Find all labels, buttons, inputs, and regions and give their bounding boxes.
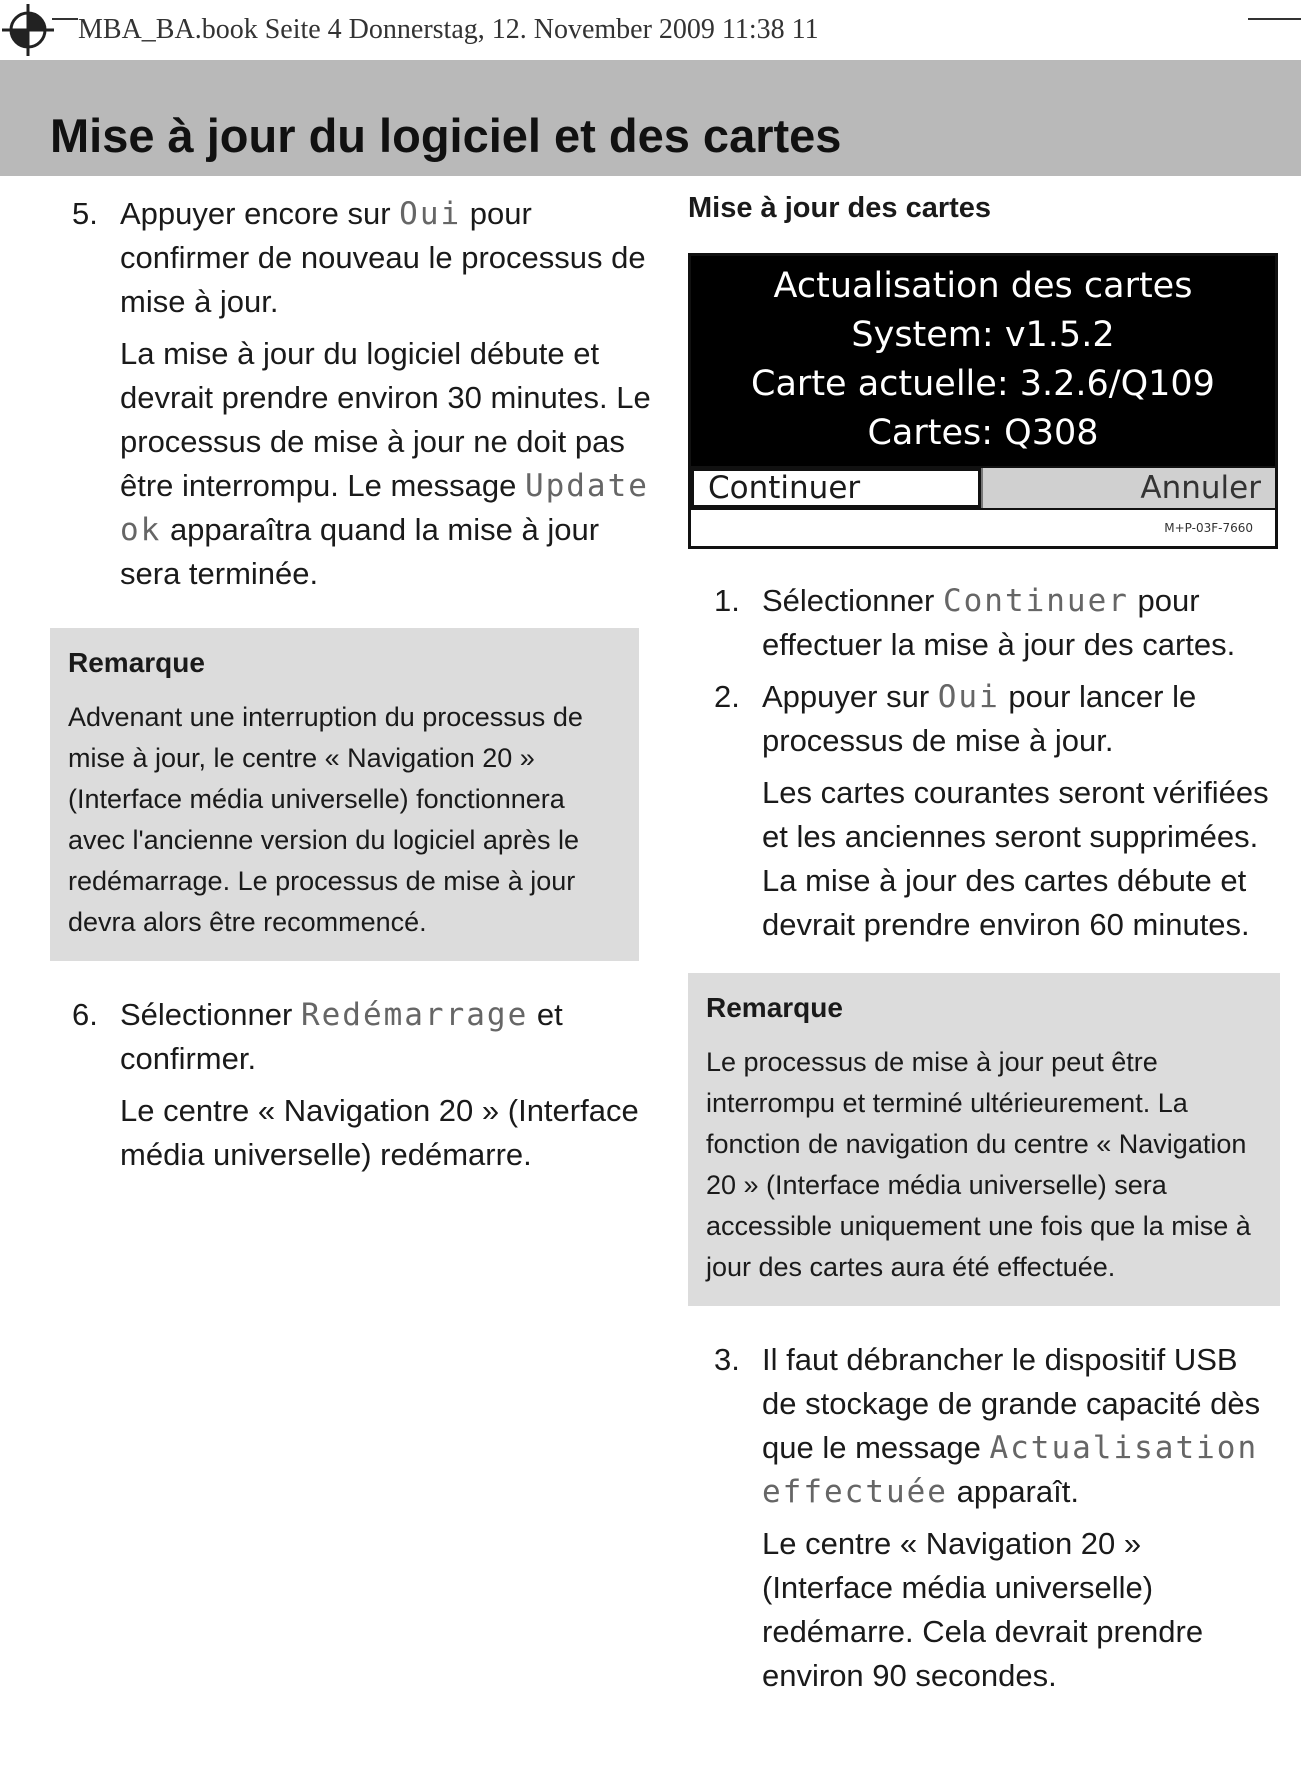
text-run: et confirmer. bbox=[120, 997, 563, 1076]
section-heading: Mise à jour des cartes bbox=[688, 192, 992, 224]
registration-mark-icon bbox=[2, 4, 54, 56]
step-text bbox=[120, 192, 652, 324]
step-number: 3. bbox=[714, 1342, 740, 1377]
display-message: Oui bbox=[937, 679, 1000, 715]
step-result: Le centre « Navigation 20 » (Interface média universelle) redémarre. Cela devrait prendre environ 90 secondes. bbox=[762, 1526, 1204, 1693]
step-text bbox=[762, 675, 1278, 763]
display-message: Redémarrage bbox=[300, 997, 529, 1033]
image-reference-code: M+P-03F-7660 bbox=[691, 508, 1275, 546]
note-title: Remarque bbox=[68, 647, 205, 678]
step-result bbox=[120, 332, 652, 596]
step-5 bbox=[72, 192, 652, 596]
text-run: pour confirmer de nouveau le processus de mise à jour. bbox=[120, 196, 646, 319]
map-update-screen bbox=[688, 253, 1278, 549]
text-run: La mise à jour du logiciel débute et devrait prendre environ 30 minutes. Le processus de mise à jour ne doit pas être interrompu. Le message bbox=[120, 336, 651, 503]
continue-button[interactable]: Continuer bbox=[691, 468, 981, 508]
note-box bbox=[50, 628, 639, 961]
current-map-version: Carte actuelle: 3.2.6/Q109 bbox=[751, 364, 1215, 404]
text-run: Il faut débrancher le dispositif USB de stockage de grande capacité dès que le message bbox=[762, 1342, 1261, 1465]
note-box bbox=[688, 973, 1280, 1306]
step-number: 5. bbox=[72, 196, 98, 231]
display-message: Oui bbox=[399, 196, 462, 232]
text-run: pour effectuer la mise à jour des cartes. bbox=[762, 583, 1236, 662]
available-maps: Cartes: Q308 bbox=[867, 413, 1099, 453]
step-text bbox=[762, 1338, 1278, 1514]
note-text: Advenant une interruption du processus de mise à jour, le centre « Navigation 20 » (Interface média universelle) fonctionnera avec l'ancienne version du logiciel après le redémarrage. Le processus de mise à jour devra alors être recommencé. bbox=[68, 702, 583, 937]
screen-button-row bbox=[691, 466, 1275, 508]
step-number: 6. bbox=[72, 997, 98, 1032]
step-6 bbox=[72, 993, 652, 1177]
left-column bbox=[68, 192, 652, 1185]
step-3 bbox=[714, 1338, 1278, 1698]
cancel-button[interactable]: Annuler bbox=[981, 468, 1275, 508]
right-column bbox=[688, 192, 1278, 1706]
display-message: Update ok bbox=[120, 468, 649, 548]
text-run: Sélectionner bbox=[762, 583, 943, 618]
text-run: Appuyer encore sur bbox=[120, 196, 400, 231]
page-title: Mise à jour du logiciel et des cartes bbox=[50, 109, 842, 162]
note-title: Remarque bbox=[706, 992, 843, 1023]
step-number: 2. bbox=[714, 679, 740, 714]
screen-title: Actualisation des cartes bbox=[773, 266, 1193, 306]
text-run: apparaît. bbox=[947, 1474, 1079, 1509]
step-result: Les cartes courantes seront vérifiées et les anciennes seront supprimées. La mise à jour des cartes débute et devrait prendre environ 60 minutes. bbox=[762, 775, 1269, 942]
text-run: Appuyer sur bbox=[762, 679, 938, 714]
step-2 bbox=[714, 675, 1278, 947]
crop-mark bbox=[1248, 18, 1301, 20]
text-run: pour lancer le processus de mise à jour. bbox=[762, 679, 1197, 758]
step-result: Le centre « Navigation 20 » (Interface média universelle) redémarre. bbox=[120, 1093, 639, 1172]
step-1 bbox=[714, 579, 1278, 667]
display-message: Actualisation effectuée bbox=[762, 1430, 1259, 1510]
screen-info bbox=[691, 256, 1275, 466]
text-run: apparaîtra quand la mise à jour sera terminée. bbox=[120, 512, 600, 591]
display-message: Continuer bbox=[942, 583, 1129, 619]
slug-rule bbox=[52, 18, 78, 20]
system-version: System: v1.5.2 bbox=[851, 315, 1115, 355]
step-text bbox=[120, 993, 652, 1081]
step-text bbox=[762, 579, 1278, 667]
text-run: Sélectionner bbox=[120, 997, 301, 1032]
note-text: Le processus de mise à jour peut être interrompu et terminé ultérieurement. La fonction de navigation du centre « Navigation 20 » (Interface média universelle) sera accessible uniquement une fois que la mise à jour des cartes aura été effectuée. bbox=[706, 1047, 1251, 1282]
print-slug: MBA_BA.book Seite 4 Donnerstag, 12. November 2009 11:38 11 bbox=[78, 14, 819, 45]
step-number: 1. bbox=[714, 583, 740, 618]
